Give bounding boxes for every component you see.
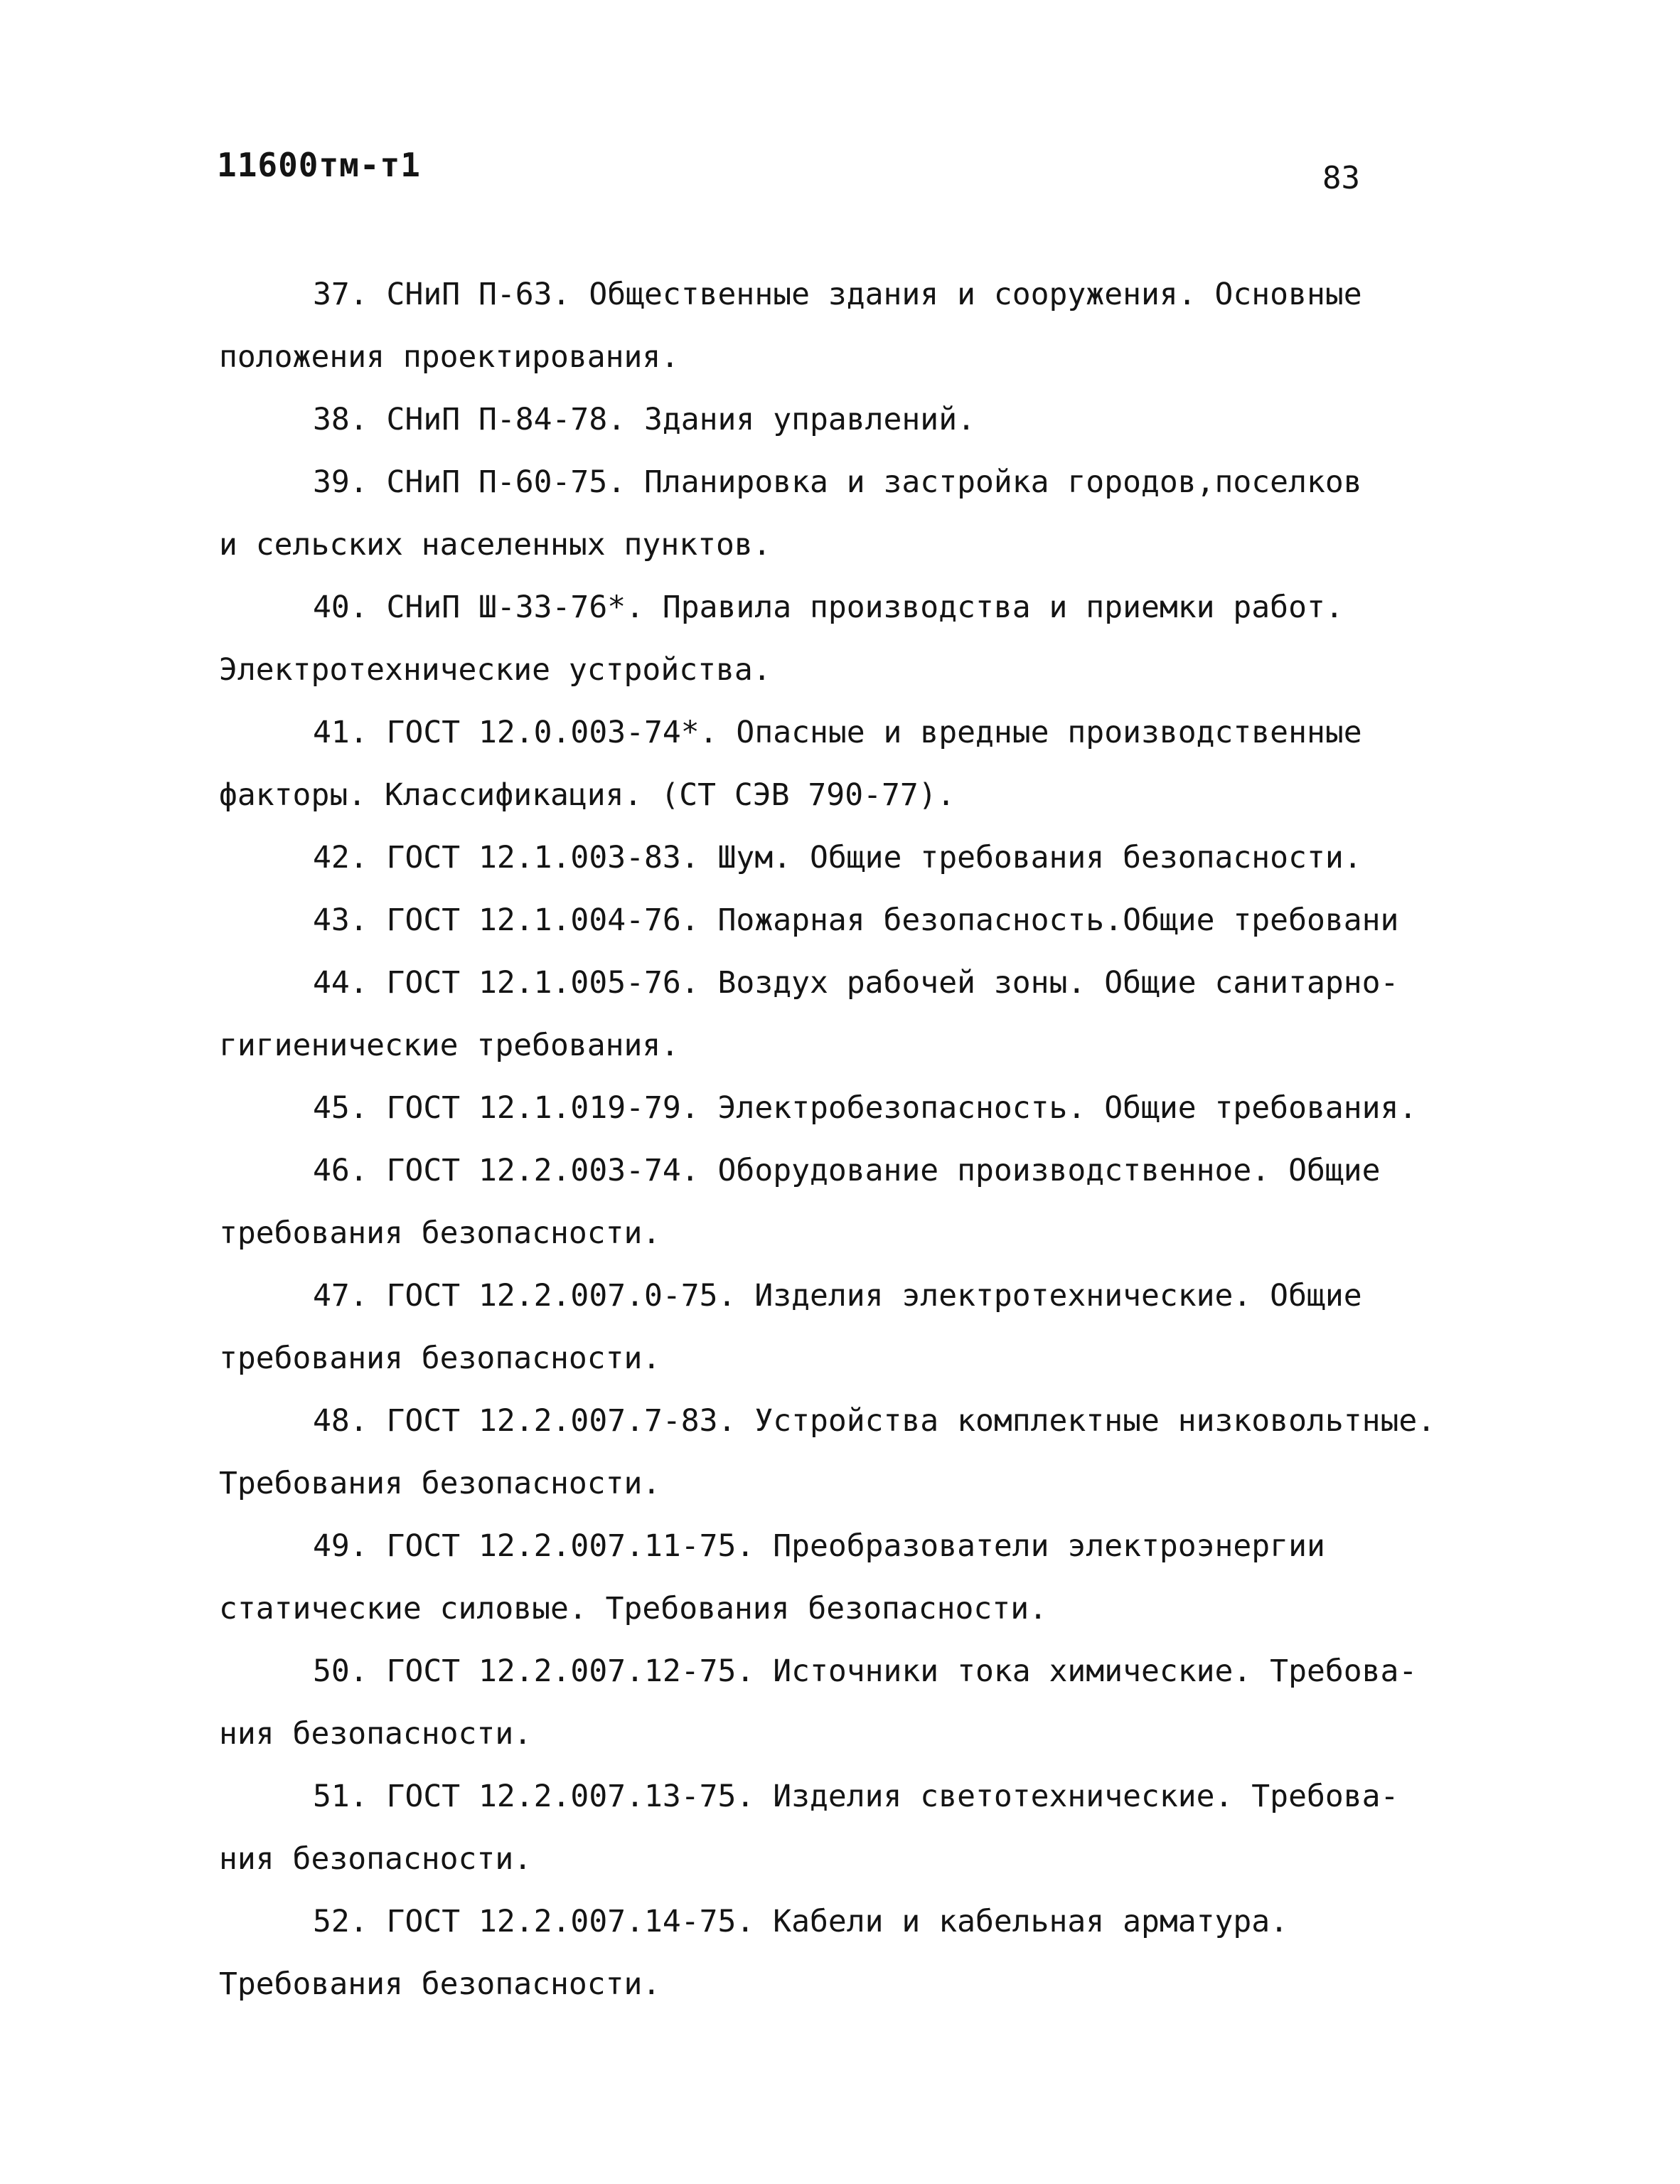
list-item: 47. ГОСТ 12.2.007.0-75. Изделия электротехнические. Общие требования безопасности. (219, 1278, 1362, 1376)
list-item: 38. СНиП П-84-78. Здания управлений. (313, 402, 975, 437)
list-item: 42. ГОСТ 12.1.003-83. Шум. Общие требования безопасности. (313, 840, 1362, 875)
list-item: 50. ГОСТ 12.2.007.12-75. Источники тока химические. Требова- ния безопасности. (219, 1653, 1418, 1752)
list-item: 48. ГОСТ 12.2.007.7-83. Устройства комплектные низковольтные. Требования безопасности. (219, 1403, 1436, 1501)
list-item: 44. ГОСТ 12.1.005-76. Воздух рабочей зоны. Общие санитарно- гигиенические требования. (219, 965, 1399, 1063)
list-item: 37. СНиП П-63. Общественные здания и сооружения. Основные положения проектирования. (219, 277, 1362, 375)
list-item: 41. ГОСТ 12.0.003-74*. Опасные и вредные производственные факторы. Классификация. (СТ СЭВ 790-77). (219, 715, 1362, 813)
reference-list (219, 263, 1470, 2015)
list-item: 52. ГОСТ 12.2.007.14-75. Кабели и кабельная арматура. Требования безопасности. (219, 1904, 1289, 2002)
page-number: 83 (1322, 160, 1360, 196)
list-item: 51. ГОСТ 12.2.007.13-75. Изделия светотехнические. Требова- ния безопасности. (219, 1779, 1399, 1877)
list-item: 39. СНиП П-60-75. Планировка и застройка городов,поселков и сельских населенных пунктов. (219, 464, 1362, 563)
list-item: 49. ГОСТ 12.2.007.11-75. Преобразователи электроэнергии статические силовые. Требования безопасности. (219, 1528, 1325, 1626)
list-item: 43. ГОСТ 12.1.004-76. Пожарная безопасность.Общие требовани (313, 902, 1399, 938)
list-item: 45. ГОСТ 12.1.019-79. Электробезопасность. Общие требования. (313, 1090, 1418, 1126)
document-code: 11600тм-т1 (217, 146, 421, 184)
list-item: 46. ГОСТ 12.2.003-74. Оборудование производственное. Общие требования безопасности. (219, 1153, 1381, 1251)
list-item: 40. СНиП Ш-33-76*. Правила производства и приемки работ. Электротехнические устройства. (219, 590, 1344, 688)
